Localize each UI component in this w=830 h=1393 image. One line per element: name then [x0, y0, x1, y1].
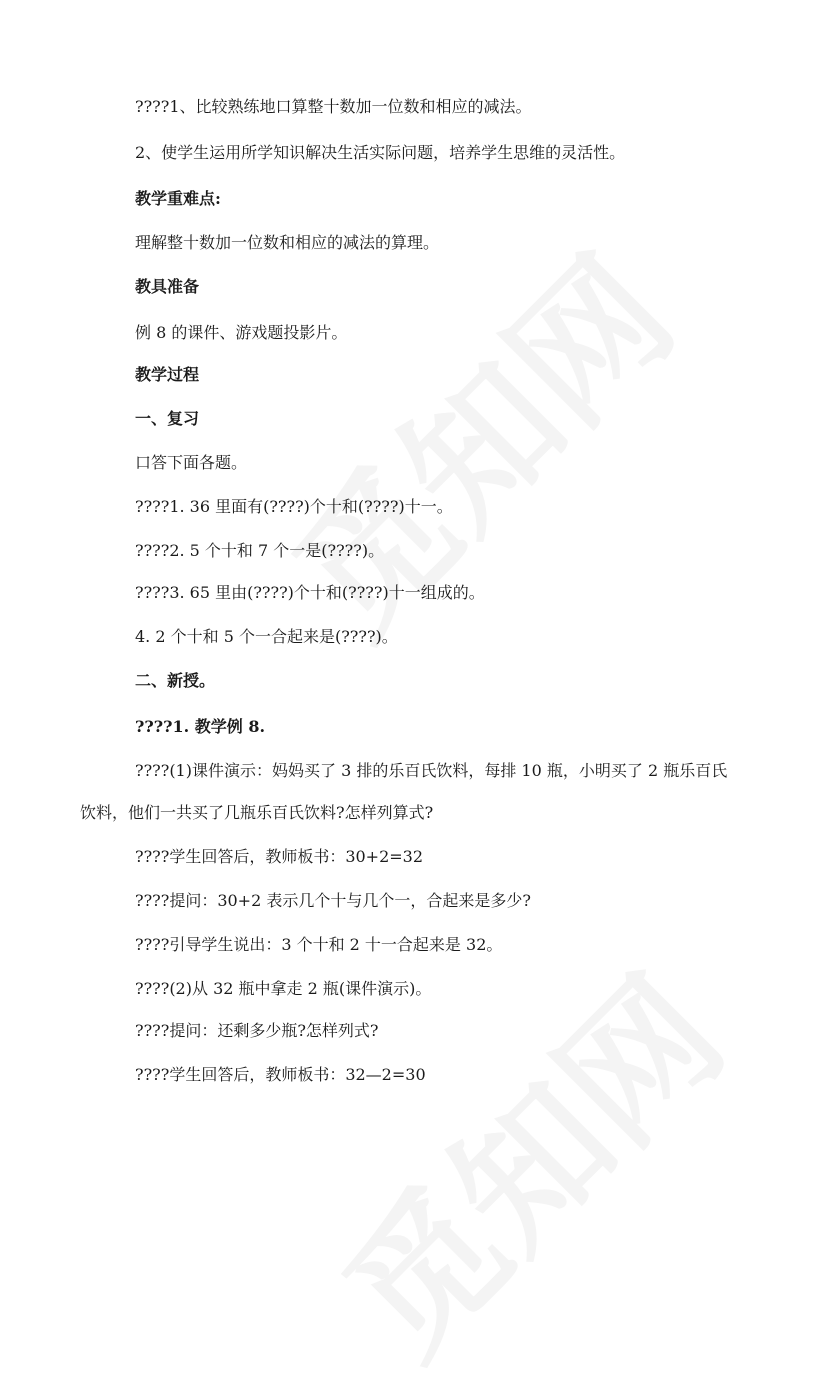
review-question-1: ????1. 36 里面有(????)个十和(????)十一。 [135, 497, 453, 516]
heading-review: 一、复习 [135, 409, 200, 428]
review-question-3: ????3. 65 里由(????)个十和(????)十一组成的。 [135, 583, 485, 602]
materials-text: 例 8 的课件、游戏题投影片。 [135, 323, 348, 342]
example-paragraph-line-1: ????(1)课件演示：妈妈买了 3 排的乐百氏饮料，每排 10 瓶，小明买了 2 瓶乐百氏 [135, 761, 728, 780]
objective-2: 2、使学生运用所学知识解决生活实际问题，培养学生思维的灵活性。 [135, 143, 626, 162]
heading-process: 教学过程 [135, 365, 200, 384]
question-prompt-1: ????提问：30+2 表示几个十与几个一，合起来是多少? [135, 891, 531, 910]
key-points-text: 理解整十数加一位数和相应的减法的算理。 [135, 233, 440, 252]
question-prompt-2: ????提问：还剩多少瓶?怎样列式? [135, 1021, 379, 1040]
example-paragraph-line-2: 饮料，他们一共买了几瓶乐百氏饮料?怎样列算式? [80, 803, 434, 822]
guided-answer: ????引导学生说出：3 个十和 2 十一合起来是 32。 [135, 935, 503, 954]
demo-step-2: ????(2)从 32 瓶中拿走 2 瓶(课件演示)。 [135, 979, 432, 998]
heading-materials: 教具准备 [135, 277, 200, 296]
review-question-2: ????2. 5 个十和 7 个一是(????)。 [135, 541, 385, 560]
review-question-4: 4. 2 个十和 5 个一合起来是(????)。 [135, 627, 398, 646]
board-note-1: ????学生回答后，教师板书：30+2=32 [135, 847, 424, 866]
heading-new-lesson: 二、新授。 [135, 671, 216, 690]
heading-key-points: 教学重难点: [135, 189, 221, 208]
objective-1: ????1、比较熟练地口算整十数加一位数和相应的减法。 [135, 97, 532, 116]
heading-example-8: ????1. 教学例 8. [135, 717, 266, 736]
board-note-2: ????学生回答后，教师板书：32—2=30 [135, 1065, 426, 1084]
review-instructions: 口答下面各题。 [135, 453, 248, 472]
